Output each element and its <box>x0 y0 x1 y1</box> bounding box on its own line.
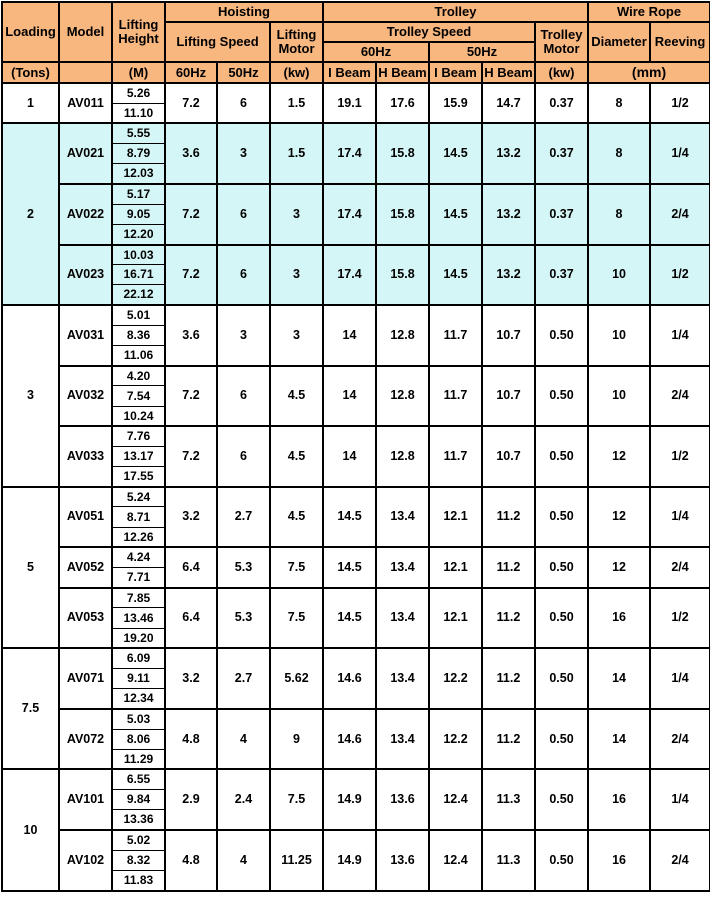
trolley-50hz-i-beam-cell: 11.7 <box>429 366 482 427</box>
trolley-50hz-i-beam-cell: 12.2 <box>429 709 482 770</box>
hoist-spec-table <box>1 1 710 892</box>
lifting-height-cell: 7.85 <box>112 588 165 608</box>
lifting-speed-50hz-cell: 3 <box>217 305 270 366</box>
trolley-60hz-h-beam-cell: 12.8 <box>376 305 429 366</box>
lifting-speed-60hz-cell: 2.9 <box>165 769 217 830</box>
lifting-speed-60hz-cell: 7.2 <box>165 426 217 487</box>
lifting-speed-50hz-cell: 5.3 <box>217 588 270 649</box>
lifting-height-cell: 6.55 <box>112 769 165 789</box>
lifting-height-cell: 5.26 <box>112 83 165 103</box>
table-row <box>2 83 710 103</box>
wire-rope-reeving-cell: 2/4 <box>650 709 710 770</box>
trolley-60hz-i-beam-cell: 17.4 <box>323 245 376 306</box>
lifting-height-cell: 8.79 <box>112 144 165 164</box>
trolley-motor-cell: 0.50 <box>535 588 588 649</box>
trolley-50hz-h-beam-cell: 14.7 <box>482 83 535 123</box>
header-model: Model <box>59 2 112 62</box>
wire-rope-diameter-cell: 12 <box>588 547 650 587</box>
lifting-speed-50hz-cell: 5.3 <box>217 547 270 587</box>
lifting-height-cell: 13.36 <box>112 810 165 830</box>
unit-m: (M) <box>112 62 165 83</box>
wire-rope-reeving-cell: 1/2 <box>650 245 710 306</box>
table-row <box>2 184 710 204</box>
lifting-height-cell: 16.71 <box>112 265 165 285</box>
lifting-speed-50hz-cell: 2.4 <box>217 769 270 830</box>
lifting-height-cell: 10.03 <box>112 245 165 265</box>
lifting-height-cell: 8.32 <box>112 850 165 870</box>
wire-rope-reeving-cell: 1/4 <box>650 487 710 548</box>
trolley-motor-cell: 0.50 <box>535 426 588 487</box>
wire-rope-diameter-cell: 8 <box>588 123 650 184</box>
unit-mm: (mm) <box>588 62 710 83</box>
trolley-60hz-h-beam-cell: 13.4 <box>376 648 429 709</box>
lifting-height-cell: 19.20 <box>112 628 165 648</box>
model-cell: AV023 <box>59 245 112 306</box>
trolley-60hz-i-beam-cell: 14.9 <box>323 769 376 830</box>
unit-tons: (Tons) <box>2 62 59 83</box>
trolley-50hz-i-beam-cell: 12.4 <box>429 830 482 891</box>
header-60hz-i-beam: I Beam <box>323 62 376 83</box>
lifting-speed-60hz-cell: 3.2 <box>165 648 217 709</box>
trolley-60hz-i-beam-cell: 14.6 <box>323 709 376 770</box>
lifting-motor-cell: 3 <box>270 184 323 245</box>
model-cell: AV011 <box>59 83 112 123</box>
wire-rope-reeving-cell: 2/4 <box>650 184 710 245</box>
trolley-60hz-h-beam-cell: 17.6 <box>376 83 429 123</box>
wire-rope-diameter-cell: 12 <box>588 426 650 487</box>
table-row <box>2 648 710 668</box>
lifting-height-cell: 9.84 <box>112 790 165 810</box>
wire-rope-reeving-cell: 1/4 <box>650 305 710 366</box>
trolley-50hz-i-beam-cell: 14.5 <box>429 245 482 306</box>
header-hoisting: Hoisting <box>165 2 323 22</box>
lifting-height-cell: 5.17 <box>112 184 165 204</box>
trolley-motor-cell: 0.50 <box>535 769 588 830</box>
lifting-height-cell: 8.71 <box>112 507 165 527</box>
trolley-motor-cell: 0.37 <box>535 245 588 306</box>
header-trolley-60hz: 60Hz <box>323 42 429 62</box>
lifting-speed-60hz-cell: 7.2 <box>165 245 217 306</box>
trolley-60hz-i-beam-cell: 14.5 <box>323 487 376 548</box>
trolley-50hz-i-beam-cell: 12.2 <box>429 648 482 709</box>
lifting-motor-cell: 4.5 <box>270 426 323 487</box>
header-speed-50hz: 50Hz <box>217 62 270 83</box>
wire-rope-reeving-cell: 1/4 <box>650 769 710 830</box>
lifting-height-cell: 12.26 <box>112 527 165 547</box>
model-cell: AV033 <box>59 426 112 487</box>
header-lifting-speed: Lifting Speed <box>165 22 270 62</box>
lifting-motor-cell: 3 <box>270 245 323 306</box>
trolley-50hz-h-beam-cell: 13.2 <box>482 123 535 184</box>
table-row <box>2 426 710 446</box>
wire-rope-diameter-cell: 16 <box>588 769 650 830</box>
lifting-speed-60hz-cell: 6.4 <box>165 588 217 649</box>
trolley-50hz-i-beam-cell: 12.1 <box>429 487 482 548</box>
model-cell: AV053 <box>59 588 112 649</box>
lifting-height-cell: 10.24 <box>112 406 165 426</box>
lifting-height-cell: 12.34 <box>112 689 165 709</box>
trolley-60hz-i-beam-cell: 14.6 <box>323 648 376 709</box>
loading-cell: 3 <box>2 305 59 487</box>
model-cell: AV031 <box>59 305 112 366</box>
header-trolley-50hz: 50Hz <box>429 42 535 62</box>
lifting-speed-50hz-cell: 4 <box>217 830 270 891</box>
table-row <box>2 830 710 850</box>
model-cell: AV032 <box>59 366 112 427</box>
trolley-motor-cell: 0.50 <box>535 305 588 366</box>
wire-rope-reeving-cell: 1/4 <box>650 648 710 709</box>
trolley-60hz-h-beam-cell: 13.4 <box>376 487 429 548</box>
trolley-60hz-h-beam-cell: 13.4 <box>376 547 429 587</box>
trolley-60hz-i-beam-cell: 14.9 <box>323 830 376 891</box>
trolley-50hz-h-beam-cell: 11.2 <box>482 588 535 649</box>
loading-cell: 10 <box>2 769 59 891</box>
trolley-60hz-i-beam-cell: 17.4 <box>323 123 376 184</box>
model-cell: AV052 <box>59 547 112 587</box>
wire-rope-diameter-cell: 12 <box>588 487 650 548</box>
trolley-50hz-h-beam-cell: 13.2 <box>482 245 535 306</box>
lifting-speed-50hz-cell: 6 <box>217 426 270 487</box>
model-cell: AV021 <box>59 123 112 184</box>
header-trolley: Trolley <box>323 2 588 22</box>
trolley-50hz-i-beam-cell: 11.7 <box>429 305 482 366</box>
wire-rope-reeving-cell: 2/4 <box>650 366 710 427</box>
unit-trolley-kw: (kw) <box>535 62 588 83</box>
trolley-50hz-i-beam-cell: 12.1 <box>429 588 482 649</box>
lifting-height-cell: 7.54 <box>112 386 165 406</box>
lifting-height-cell: 11.06 <box>112 345 165 365</box>
lifting-height-cell: 12.20 <box>112 224 165 244</box>
lifting-height-cell: 22.12 <box>112 285 165 305</box>
trolley-50hz-h-beam-cell: 11.2 <box>482 648 535 709</box>
trolley-60hz-i-beam-cell: 14 <box>323 305 376 366</box>
wire-rope-reeving-cell: 1/2 <box>650 588 710 649</box>
lifting-height-cell: 11.29 <box>112 749 165 769</box>
trolley-60hz-i-beam-cell: 14.5 <box>323 588 376 649</box>
lifting-height-cell: 8.36 <box>112 325 165 345</box>
trolley-50hz-i-beam-cell: 14.5 <box>429 123 482 184</box>
trolley-50hz-h-beam-cell: 11.2 <box>482 487 535 548</box>
trolley-50hz-i-beam-cell: 12.4 <box>429 769 482 830</box>
loading-cell: 2 <box>2 123 59 305</box>
trolley-60hz-h-beam-cell: 13.6 <box>376 769 429 830</box>
lifting-height-cell: 5.02 <box>112 830 165 850</box>
lifting-height-cell: 5.03 <box>112 709 165 729</box>
table-row <box>2 487 710 507</box>
header-trolley-motor: Trolley Motor <box>535 22 588 62</box>
lifting-speed-50hz-cell: 4 <box>217 709 270 770</box>
lifting-motor-cell: 4.5 <box>270 487 323 548</box>
wire-rope-reeving-cell: 2/4 <box>650 830 710 891</box>
lifting-height-cell: 5.01 <box>112 305 165 325</box>
wire-rope-diameter-cell: 8 <box>588 184 650 245</box>
lifting-speed-50hz-cell: 6 <box>217 245 270 306</box>
trolley-50hz-h-beam-cell: 11.2 <box>482 709 535 770</box>
model-cell: AV051 <box>59 487 112 548</box>
table-row <box>2 123 710 143</box>
table-row <box>2 769 710 789</box>
trolley-60hz-i-beam-cell: 17.4 <box>323 184 376 245</box>
wire-rope-diameter-cell: 14 <box>588 709 650 770</box>
trolley-60hz-h-beam-cell: 13.4 <box>376 709 429 770</box>
header-50hz-i-beam: I Beam <box>429 62 482 83</box>
unit-lift-kw: (kw) <box>270 62 323 83</box>
lifting-height-cell: 13.46 <box>112 608 165 628</box>
trolley-motor-cell: 0.50 <box>535 648 588 709</box>
lifting-height-cell: 11.10 <box>112 103 165 123</box>
lifting-height-cell: 6.09 <box>112 648 165 668</box>
lifting-motor-cell: 9 <box>270 709 323 770</box>
lifting-motor-cell: 4.5 <box>270 366 323 427</box>
trolley-60hz-h-beam-cell: 12.8 <box>376 366 429 427</box>
model-cell: AV071 <box>59 648 112 709</box>
lifting-speed-60hz-cell: 7.2 <box>165 83 217 123</box>
model-cell: AV102 <box>59 830 112 891</box>
header-diameter: Diameter <box>588 22 650 62</box>
trolley-60hz-i-beam-cell: 14.5 <box>323 547 376 587</box>
trolley-50hz-i-beam-cell: 11.7 <box>429 426 482 487</box>
wire-rope-diameter-cell: 8 <box>588 83 650 123</box>
trolley-60hz-i-beam-cell: 19.1 <box>323 83 376 123</box>
lifting-height-cell: 4.20 <box>112 366 165 386</box>
trolley-50hz-h-beam-cell: 11.2 <box>482 547 535 587</box>
wire-rope-diameter-cell: 10 <box>588 305 650 366</box>
header-loading: Loading <box>2 2 59 62</box>
lifting-speed-60hz-cell: 3.6 <box>165 123 217 184</box>
wire-rope-diameter-cell: 16 <box>588 830 650 891</box>
lifting-height-cell: 7.71 <box>112 568 165 588</box>
lifting-height-cell: 9.05 <box>112 204 165 224</box>
model-cell: AV022 <box>59 184 112 245</box>
trolley-50hz-h-beam-cell: 11.3 <box>482 830 535 891</box>
loading-cell: 1 <box>2 83 59 123</box>
header-lifting-height: Lifting Height <box>112 2 165 62</box>
lifting-height-cell: 5.24 <box>112 487 165 507</box>
lifting-speed-60hz-cell: 3.6 <box>165 305 217 366</box>
trolley-60hz-h-beam-cell: 15.8 <box>376 123 429 184</box>
lifting-height-cell: 9.11 <box>112 668 165 688</box>
wire-rope-diameter-cell: 10 <box>588 366 650 427</box>
wire-rope-reeving-cell: 2/4 <box>650 547 710 587</box>
table-row <box>2 305 710 325</box>
trolley-60hz-h-beam-cell: 13.6 <box>376 830 429 891</box>
spec-table-body <box>2 83 710 891</box>
lifting-speed-50hz-cell: 2.7 <box>217 648 270 709</box>
trolley-motor-cell: 0.37 <box>535 123 588 184</box>
header-50hz-h-beam: H Beam <box>482 62 535 83</box>
lifting-height-cell: 7.76 <box>112 426 165 446</box>
trolley-60hz-h-beam-cell: 15.8 <box>376 245 429 306</box>
trolley-60hz-h-beam-cell: 15.8 <box>376 184 429 245</box>
trolley-motor-cell: 0.50 <box>535 709 588 770</box>
lifting-height-cell: 17.55 <box>112 467 165 487</box>
header-reeving: Reeving <box>650 22 710 62</box>
trolley-motor-cell: 0.50 <box>535 547 588 587</box>
lifting-motor-cell: 1.5 <box>270 123 323 184</box>
trolley-50hz-i-beam-cell: 12.1 <box>429 547 482 587</box>
table-row <box>2 709 710 729</box>
trolley-motor-cell: 0.50 <box>535 366 588 427</box>
lifting-motor-cell: 7.5 <box>270 547 323 587</box>
wire-rope-diameter-cell: 10 <box>588 245 650 306</box>
lifting-motor-cell: 7.5 <box>270 769 323 830</box>
lifting-speed-50hz-cell: 2.7 <box>217 487 270 548</box>
header-60hz-h-beam: H Beam <box>376 62 429 83</box>
lifting-speed-50hz-cell: 3 <box>217 123 270 184</box>
lifting-height-cell: 4.24 <box>112 547 165 567</box>
lifting-height-cell: 5.55 <box>112 123 165 143</box>
table-row <box>2 245 710 265</box>
header-speed-60hz: 60Hz <box>165 62 217 83</box>
trolley-60hz-h-beam-cell: 12.8 <box>376 426 429 487</box>
lifting-motor-cell: 3 <box>270 305 323 366</box>
table-row <box>2 366 710 386</box>
lifting-speed-60hz-cell: 4.8 <box>165 830 217 891</box>
wire-rope-reeving-cell: 1/2 <box>650 426 710 487</box>
wire-rope-reeving-cell: 1/4 <box>650 123 710 184</box>
wire-rope-diameter-cell: 14 <box>588 648 650 709</box>
loading-cell: 7.5 <box>2 648 59 769</box>
lifting-height-cell: 13.17 <box>112 446 165 466</box>
lifting-speed-60hz-cell: 4.8 <box>165 709 217 770</box>
lifting-height-cell: 12.03 <box>112 164 165 184</box>
model-cell: AV101 <box>59 769 112 830</box>
lifting-motor-cell: 11.25 <box>270 830 323 891</box>
lifting-motor-cell: 5.62 <box>270 648 323 709</box>
model-cell: AV072 <box>59 709 112 770</box>
trolley-60hz-h-beam-cell: 13.4 <box>376 588 429 649</box>
trolley-50hz-h-beam-cell: 10.7 <box>482 305 535 366</box>
trolley-50hz-h-beam-cell: 13.2 <box>482 184 535 245</box>
lifting-speed-50hz-cell: 6 <box>217 184 270 245</box>
lifting-speed-50hz-cell: 6 <box>217 83 270 123</box>
trolley-motor-cell: 0.37 <box>535 184 588 245</box>
wire-rope-reeving-cell: 1/2 <box>650 83 710 123</box>
trolley-50hz-h-beam-cell: 10.7 <box>482 366 535 427</box>
table-row <box>2 588 710 608</box>
trolley-60hz-i-beam-cell: 14 <box>323 426 376 487</box>
lifting-motor-cell: 7.5 <box>270 588 323 649</box>
lifting-speed-50hz-cell: 6 <box>217 366 270 427</box>
lifting-speed-60hz-cell: 7.2 <box>165 366 217 427</box>
lifting-speed-60hz-cell: 6.4 <box>165 547 217 587</box>
unit-model-blank <box>59 62 112 83</box>
lifting-height-cell: 11.83 <box>112 870 165 891</box>
trolley-motor-cell: 0.50 <box>535 830 588 891</box>
trolley-50hz-h-beam-cell: 11.3 <box>482 769 535 830</box>
trolley-motor-cell: 0.50 <box>535 487 588 548</box>
header-lifting-motor: Lifting Motor <box>270 22 323 62</box>
lifting-height-cell: 8.06 <box>112 729 165 749</box>
lifting-speed-60hz-cell: 7.2 <box>165 184 217 245</box>
header-wire-rope: Wire Rope <box>588 2 710 22</box>
trolley-50hz-h-beam-cell: 10.7 <box>482 426 535 487</box>
wire-rope-diameter-cell: 16 <box>588 588 650 649</box>
lifting-motor-cell: 1.5 <box>270 83 323 123</box>
header-trolley-speed: Trolley Speed <box>323 22 535 42</box>
trolley-60hz-i-beam-cell: 14 <box>323 366 376 427</box>
lifting-speed-60hz-cell: 3.2 <box>165 487 217 548</box>
trolley-motor-cell: 0.37 <box>535 83 588 123</box>
trolley-50hz-i-beam-cell: 15.9 <box>429 83 482 123</box>
loading-cell: 5 <box>2 487 59 649</box>
trolley-50hz-i-beam-cell: 14.5 <box>429 184 482 245</box>
table-row <box>2 547 710 567</box>
